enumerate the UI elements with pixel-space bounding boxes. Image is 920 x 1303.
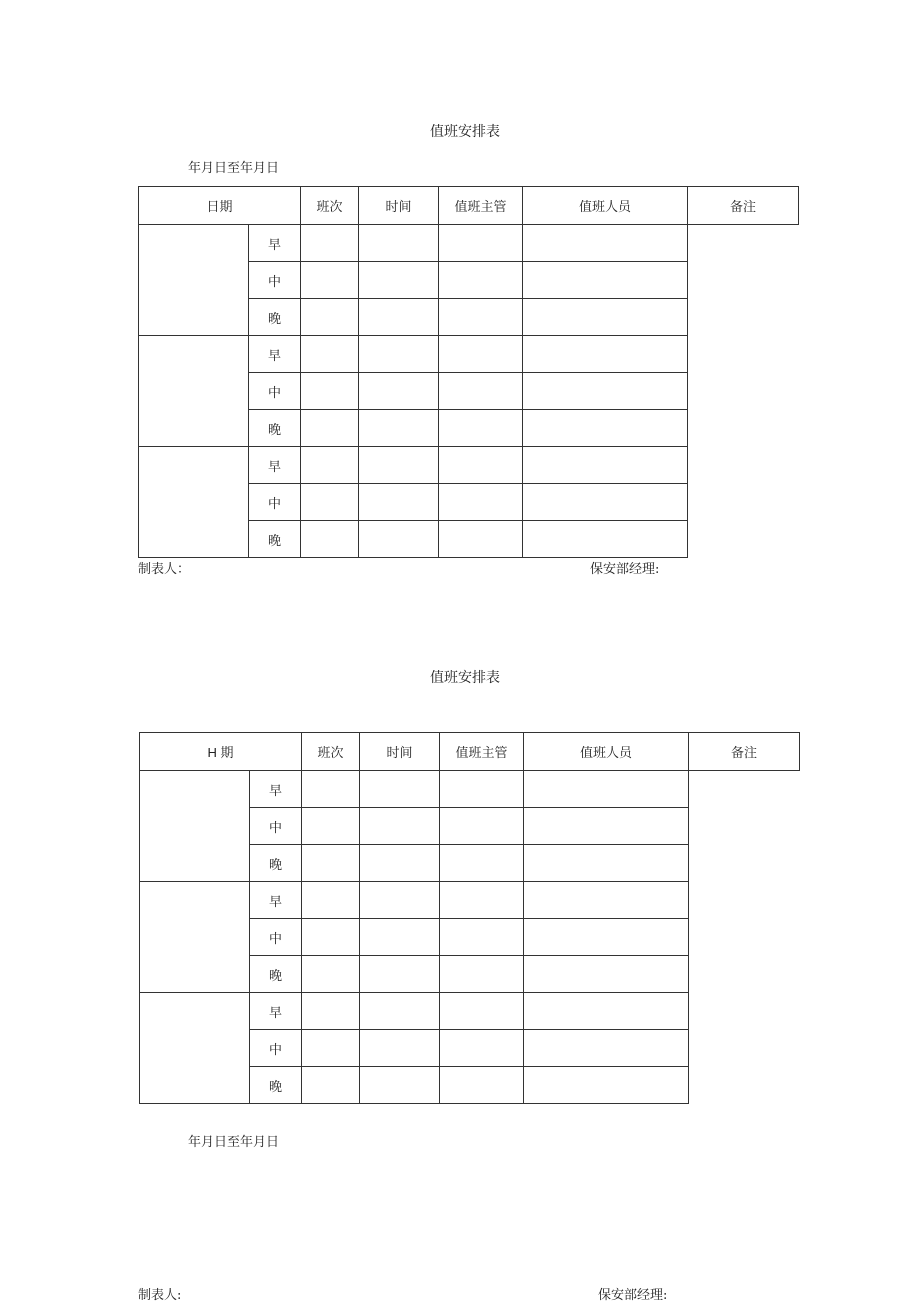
supervisor-cell[interactable] bbox=[359, 410, 439, 447]
remarks-cell[interactable] bbox=[523, 262, 688, 299]
shift-label: 晚 bbox=[250, 845, 302, 882]
header-shift: 班次 bbox=[302, 733, 360, 771]
remarks-cell[interactable] bbox=[524, 993, 689, 1030]
table-row bbox=[140, 882, 800, 919]
header-date: H 期 bbox=[140, 733, 302, 771]
supervisor-cell[interactable] bbox=[359, 225, 439, 262]
supervisor-cell[interactable] bbox=[360, 771, 440, 808]
staff-cell[interactable] bbox=[440, 771, 524, 808]
supervisor-cell[interactable] bbox=[360, 882, 440, 919]
remarks-cell[interactable] bbox=[523, 521, 688, 558]
time-cell[interactable] bbox=[302, 808, 360, 845]
supervisor-cell[interactable] bbox=[359, 484, 439, 521]
sheet2-title: 值班安排表 bbox=[430, 670, 500, 686]
remarks-cell[interactable] bbox=[524, 845, 689, 882]
staff-cell[interactable] bbox=[439, 336, 523, 373]
remarks-cell[interactable] bbox=[524, 956, 689, 993]
shift-label: 早 bbox=[249, 447, 301, 484]
header-shift: 班次 bbox=[301, 187, 359, 225]
staff-cell[interactable] bbox=[439, 410, 523, 447]
staff-cell[interactable] bbox=[440, 1030, 524, 1067]
time-cell[interactable] bbox=[301, 225, 359, 262]
supervisor-cell[interactable] bbox=[360, 1030, 440, 1067]
time-cell[interactable] bbox=[302, 1067, 360, 1104]
staff-cell[interactable] bbox=[439, 484, 523, 521]
time-cell[interactable] bbox=[302, 882, 360, 919]
remarks-cell[interactable] bbox=[524, 882, 689, 919]
table-row bbox=[139, 447, 799, 484]
time-cell[interactable] bbox=[302, 1030, 360, 1067]
sheet1-footer-preparer: 制表人： bbox=[138, 562, 191, 577]
time-cell[interactable] bbox=[302, 845, 360, 882]
time-cell[interactable] bbox=[301, 521, 359, 558]
supervisor-cell[interactable] bbox=[360, 993, 440, 1030]
shift-label: 晚 bbox=[249, 521, 301, 558]
shift-label: 晚 bbox=[250, 1067, 302, 1104]
table-row bbox=[139, 336, 799, 373]
supervisor-cell[interactable] bbox=[359, 373, 439, 410]
staff-cell[interactable] bbox=[439, 521, 523, 558]
date-cell[interactable] bbox=[140, 993, 250, 1104]
remarks-cell[interactable] bbox=[523, 225, 688, 262]
shift-label: 早 bbox=[250, 882, 302, 919]
shift-label: 晚 bbox=[249, 299, 301, 336]
staff-cell[interactable] bbox=[440, 882, 524, 919]
time-cell[interactable] bbox=[302, 993, 360, 1030]
table-header-row bbox=[139, 187, 799, 225]
sheet1-footer-manager: 保安部经理: bbox=[590, 562, 660, 577]
sheet2-date-range: 年月日至年月日 bbox=[188, 1135, 280, 1150]
table-header-row bbox=[140, 733, 800, 771]
remarks-cell[interactable] bbox=[523, 484, 688, 521]
shift-label: 中 bbox=[250, 1030, 302, 1067]
table-row bbox=[140, 993, 800, 1030]
shift-label: 中 bbox=[249, 484, 301, 521]
staff-cell[interactable] bbox=[439, 262, 523, 299]
supervisor-cell[interactable] bbox=[359, 447, 439, 484]
supervisor-cell[interactable] bbox=[359, 262, 439, 299]
remarks-cell[interactable] bbox=[524, 919, 689, 956]
date-cell[interactable] bbox=[140, 771, 250, 882]
sheet2-footer-preparer: 制表人: bbox=[138, 1288, 182, 1303]
supervisor-cell[interactable] bbox=[360, 808, 440, 845]
remarks-cell[interactable] bbox=[523, 336, 688, 373]
time-cell[interactable] bbox=[301, 336, 359, 373]
header-supervisor: 值班主管 bbox=[439, 187, 523, 225]
time-cell[interactable] bbox=[302, 919, 360, 956]
date-cell[interactable] bbox=[139, 225, 249, 336]
sheet2-footer-manager: 保安部经理: bbox=[598, 1288, 668, 1303]
staff-cell[interactable] bbox=[440, 956, 524, 993]
shift-label: 中 bbox=[250, 808, 302, 845]
staff-cell[interactable] bbox=[440, 808, 524, 845]
time-cell[interactable] bbox=[301, 484, 359, 521]
time-cell[interactable] bbox=[301, 447, 359, 484]
staff-cell[interactable] bbox=[440, 919, 524, 956]
remarks-cell[interactable] bbox=[523, 410, 688, 447]
supervisor-cell[interactable] bbox=[360, 1067, 440, 1104]
date-cell[interactable] bbox=[140, 882, 250, 993]
header-remarks: 备注 bbox=[688, 187, 799, 225]
remarks-cell[interactable] bbox=[524, 771, 689, 808]
staff-cell[interactable] bbox=[439, 373, 523, 410]
staff-cell[interactable] bbox=[440, 993, 524, 1030]
staff-cell[interactable] bbox=[440, 1067, 524, 1104]
remarks-cell[interactable] bbox=[523, 447, 688, 484]
header-time: 时间 bbox=[360, 733, 440, 771]
header-staff: 值班人员 bbox=[523, 187, 688, 225]
shift-label: 早 bbox=[250, 771, 302, 808]
supervisor-cell[interactable] bbox=[359, 336, 439, 373]
remarks-cell[interactable] bbox=[524, 808, 689, 845]
date-cell[interactable] bbox=[139, 447, 249, 558]
remarks-cell[interactable] bbox=[524, 1030, 689, 1067]
supervisor-cell[interactable] bbox=[360, 845, 440, 882]
shift-label: 中 bbox=[249, 262, 301, 299]
time-cell[interactable] bbox=[301, 299, 359, 336]
date-cell[interactable] bbox=[139, 336, 249, 447]
header-date: 日期 bbox=[139, 187, 301, 225]
time-cell[interactable] bbox=[302, 956, 360, 993]
supervisor-cell[interactable] bbox=[360, 956, 440, 993]
supervisor-cell[interactable] bbox=[359, 521, 439, 558]
shift-label: 晚 bbox=[249, 410, 301, 447]
remarks-cell[interactable] bbox=[523, 299, 688, 336]
sheet1-schedule-table bbox=[138, 186, 799, 558]
shift-label: 晚 bbox=[250, 956, 302, 993]
supervisor-cell[interactable] bbox=[360, 919, 440, 956]
header-supervisor: 值班主管 bbox=[440, 733, 524, 771]
time-cell[interactable] bbox=[302, 771, 360, 808]
header-time: 时间 bbox=[359, 187, 439, 225]
table-row bbox=[140, 771, 800, 808]
sheet1-date-range: 年月日至年月日 bbox=[188, 161, 280, 176]
shift-label: 早 bbox=[249, 336, 301, 373]
supervisor-cell[interactable] bbox=[359, 299, 439, 336]
shift-label: 早 bbox=[250, 993, 302, 1030]
header-staff: 值班人员 bbox=[524, 733, 689, 771]
sheet2-schedule-table bbox=[139, 732, 800, 1104]
time-cell[interactable] bbox=[301, 410, 359, 447]
staff-cell[interactable] bbox=[439, 447, 523, 484]
sheet1-title: 值班安排表 bbox=[430, 124, 500, 140]
staff-cell[interactable] bbox=[439, 225, 523, 262]
shift-label: 中 bbox=[249, 373, 301, 410]
time-cell[interactable] bbox=[301, 373, 359, 410]
remarks-cell[interactable] bbox=[524, 1067, 689, 1104]
time-cell[interactable] bbox=[301, 262, 359, 299]
staff-cell[interactable] bbox=[439, 299, 523, 336]
shift-label: 中 bbox=[250, 919, 302, 956]
table-row bbox=[139, 225, 799, 262]
remarks-cell[interactable] bbox=[523, 373, 688, 410]
shift-label: 早 bbox=[249, 225, 301, 262]
staff-cell[interactable] bbox=[440, 845, 524, 882]
header-remarks: 备注 bbox=[689, 733, 800, 771]
